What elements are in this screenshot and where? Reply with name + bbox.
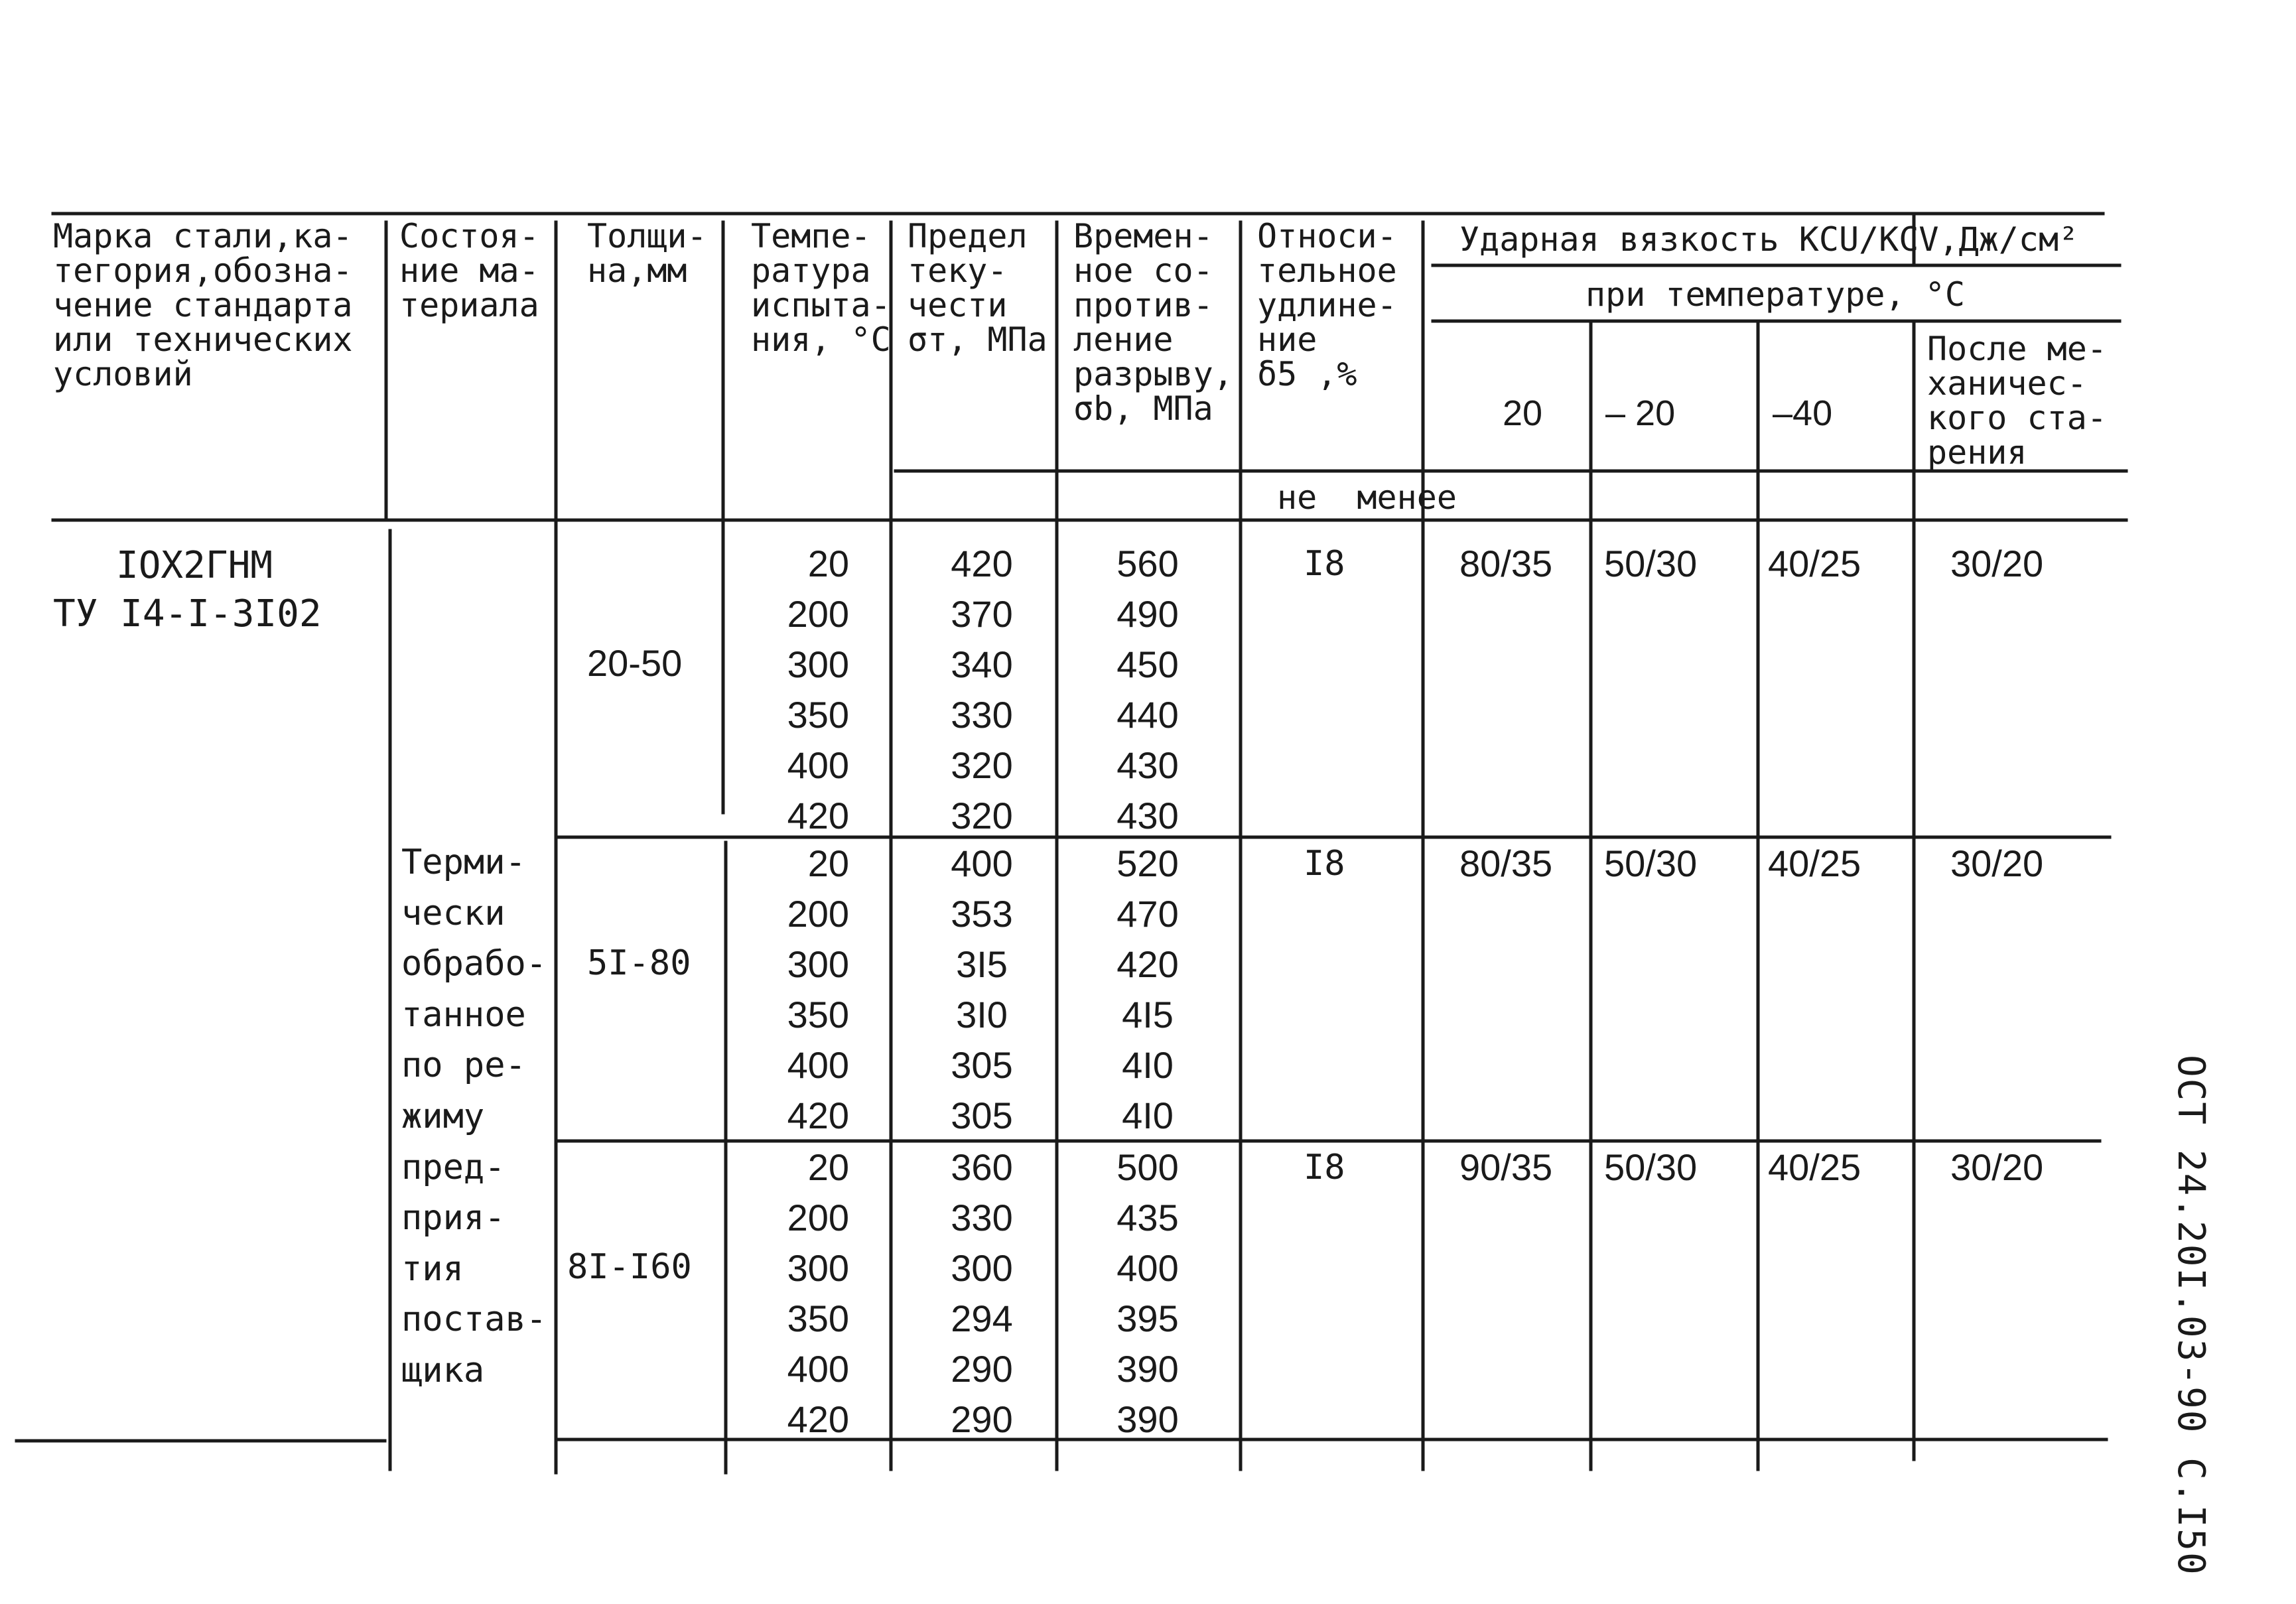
yield-value: 305 [951,1095,1013,1136]
temp-value: 420 [787,795,849,836]
temp-value: 20 [807,543,849,584]
temp-value: 20 [807,842,849,884]
header-impact-tm20: – 20 [1605,393,1676,433]
impact-m40-group-1: 40/25 [1768,543,1861,584]
steel-grade: IOX2ГНМ [116,544,273,587]
header-after-aging: После ме- ханичес- кого ста- рения [1927,330,2107,472]
tensile-group-2 [1095,838,1201,1141]
yield-value: 353 [951,893,1013,935]
temp-value: 350 [787,694,849,736]
temp-value: 400 [787,1348,849,1390]
thickness-group-1: 20-50 [587,642,683,684]
temp-value: 400 [787,1044,849,1086]
temp-value: 200 [787,593,849,635]
tensile-value: 420 [1116,943,1179,985]
yield-value: 294 [951,1298,1013,1339]
thickness-group-2: 5I-80 [587,943,691,983]
temps-group-2 [730,838,849,1141]
temp-value: 400 [787,744,849,786]
yield-group-1 [929,539,1035,841]
tensile-value: 470 [1116,893,1179,935]
temp-value: 200 [787,1197,849,1238]
header-tensile-strength: Времен- ное со- против- ление разрыву, σb, МПа [1073,217,1233,428]
tensile-value: 430 [1116,795,1179,836]
aging-group-3: 30/20 [1950,1146,2044,1188]
yield-value: 320 [951,795,1013,836]
tensile-value: 450 [1116,643,1179,685]
header-impact-t20: 20 [1503,393,1543,433]
yield-value: 3I0 [956,994,1008,1036]
header-steel-grade: Марка стали,ка- тегория,обозна- чение стандарта или технических условий [53,217,353,393]
header-not-less: не менее [1277,478,1457,517]
yield-value: 400 [951,842,1013,884]
yield-value: 290 [951,1348,1013,1390]
tensile-value: 4I5 [1122,994,1174,1036]
tensile-value: 395 [1116,1298,1179,1339]
impact-20-group-2: 80/35 [1459,842,1553,884]
tensile-value: 490 [1116,593,1179,635]
yield-value: 330 [951,1197,1013,1238]
header-yield-strength: Предел теку- чести σт, МПа [908,217,1047,359]
temp-value: 20 [807,1146,849,1188]
header-elongation: Относи- тельное удлине- ние δ5 ,% [1257,217,1397,393]
tensile-value: 400 [1116,1247,1179,1289]
yield-value: 305 [951,1044,1013,1086]
temp-value: 300 [787,643,849,685]
aging-group-1: 30/20 [1950,543,2044,584]
elongation-group-2: I8 [1304,844,1345,884]
impact-m40-group-2: 40/25 [1768,842,1861,884]
tensile-group-3 [1095,1142,1201,1445]
yield-value: 320 [951,744,1013,786]
header-thickness: Толщи- на,мм [587,217,707,290]
tensile-value: 435 [1116,1197,1179,1238]
yield-value: 3I5 [956,943,1008,985]
tensile-value: 390 [1116,1348,1179,1390]
temps-group-3 [730,1142,849,1445]
header-impact-strength: Ударная вязкость KCU/KCV,Дж/см² [1459,220,2079,259]
temp-value: 200 [787,893,849,935]
impact-m20-group-1: 50/30 [1604,543,1698,584]
header-impact-temperature: при температуре, °С [1586,275,1965,314]
tensile-group-1 [1095,539,1201,841]
yield-value: 420 [951,543,1013,584]
header-material-state: Состоя- ние ма- териала [399,217,539,324]
temp-value: 420 [787,1398,849,1440]
header-impact-tm40: –40 [1773,393,1833,433]
yield-value: 330 [951,694,1013,736]
tensile-value: 4I0 [1122,1044,1174,1086]
temp-value: 300 [787,943,849,985]
impact-m20-group-2: 50/30 [1604,842,1698,884]
aging-group-2: 30/20 [1950,842,2044,884]
tensile-value: 520 [1116,842,1179,884]
yield-group-2 [929,838,1035,1141]
yield-value: 360 [951,1146,1013,1188]
tensile-value: 500 [1116,1146,1179,1188]
impact-20-group-1: 80/35 [1459,543,1553,584]
document-code: ОСТ 24.20I.03-90 С.I50 [2169,1055,2212,1576]
temp-value: 350 [787,994,849,1036]
header-test-temperature: Темпе- ратура испыта- ния, °С [751,217,891,359]
tensile-value: 390 [1116,1398,1179,1440]
temp-value: 300 [787,1247,849,1289]
steel-standard: ТУ I4-I-3I02 [53,592,322,635]
temp-value: 420 [787,1095,849,1136]
tensile-value: 430 [1116,744,1179,786]
tensile-value: 4I0 [1122,1095,1174,1136]
yield-value: 300 [951,1247,1013,1289]
yield-value: 290 [951,1398,1013,1440]
tensile-value: 560 [1116,543,1179,584]
impact-20-group-3: 90/35 [1459,1146,1553,1188]
elongation-group-1: I8 [1304,544,1345,584]
elongation-group-3: I8 [1304,1148,1345,1187]
thickness-group-3: 8I-I60 [567,1247,692,1287]
tensile-value: 440 [1116,694,1179,736]
impact-m40-group-3: 40/25 [1768,1146,1861,1188]
yield-value: 370 [951,593,1013,635]
temp-value: 350 [787,1298,849,1339]
impact-m20-group-3: 50/30 [1604,1146,1698,1188]
temps-group-1 [730,539,849,841]
yield-group-3 [929,1142,1035,1445]
material-state: Терми- чески обрабо- танное по ре- жиму пред- прия- тия постав- щика [401,842,547,1390]
yield-value: 340 [951,643,1013,685]
